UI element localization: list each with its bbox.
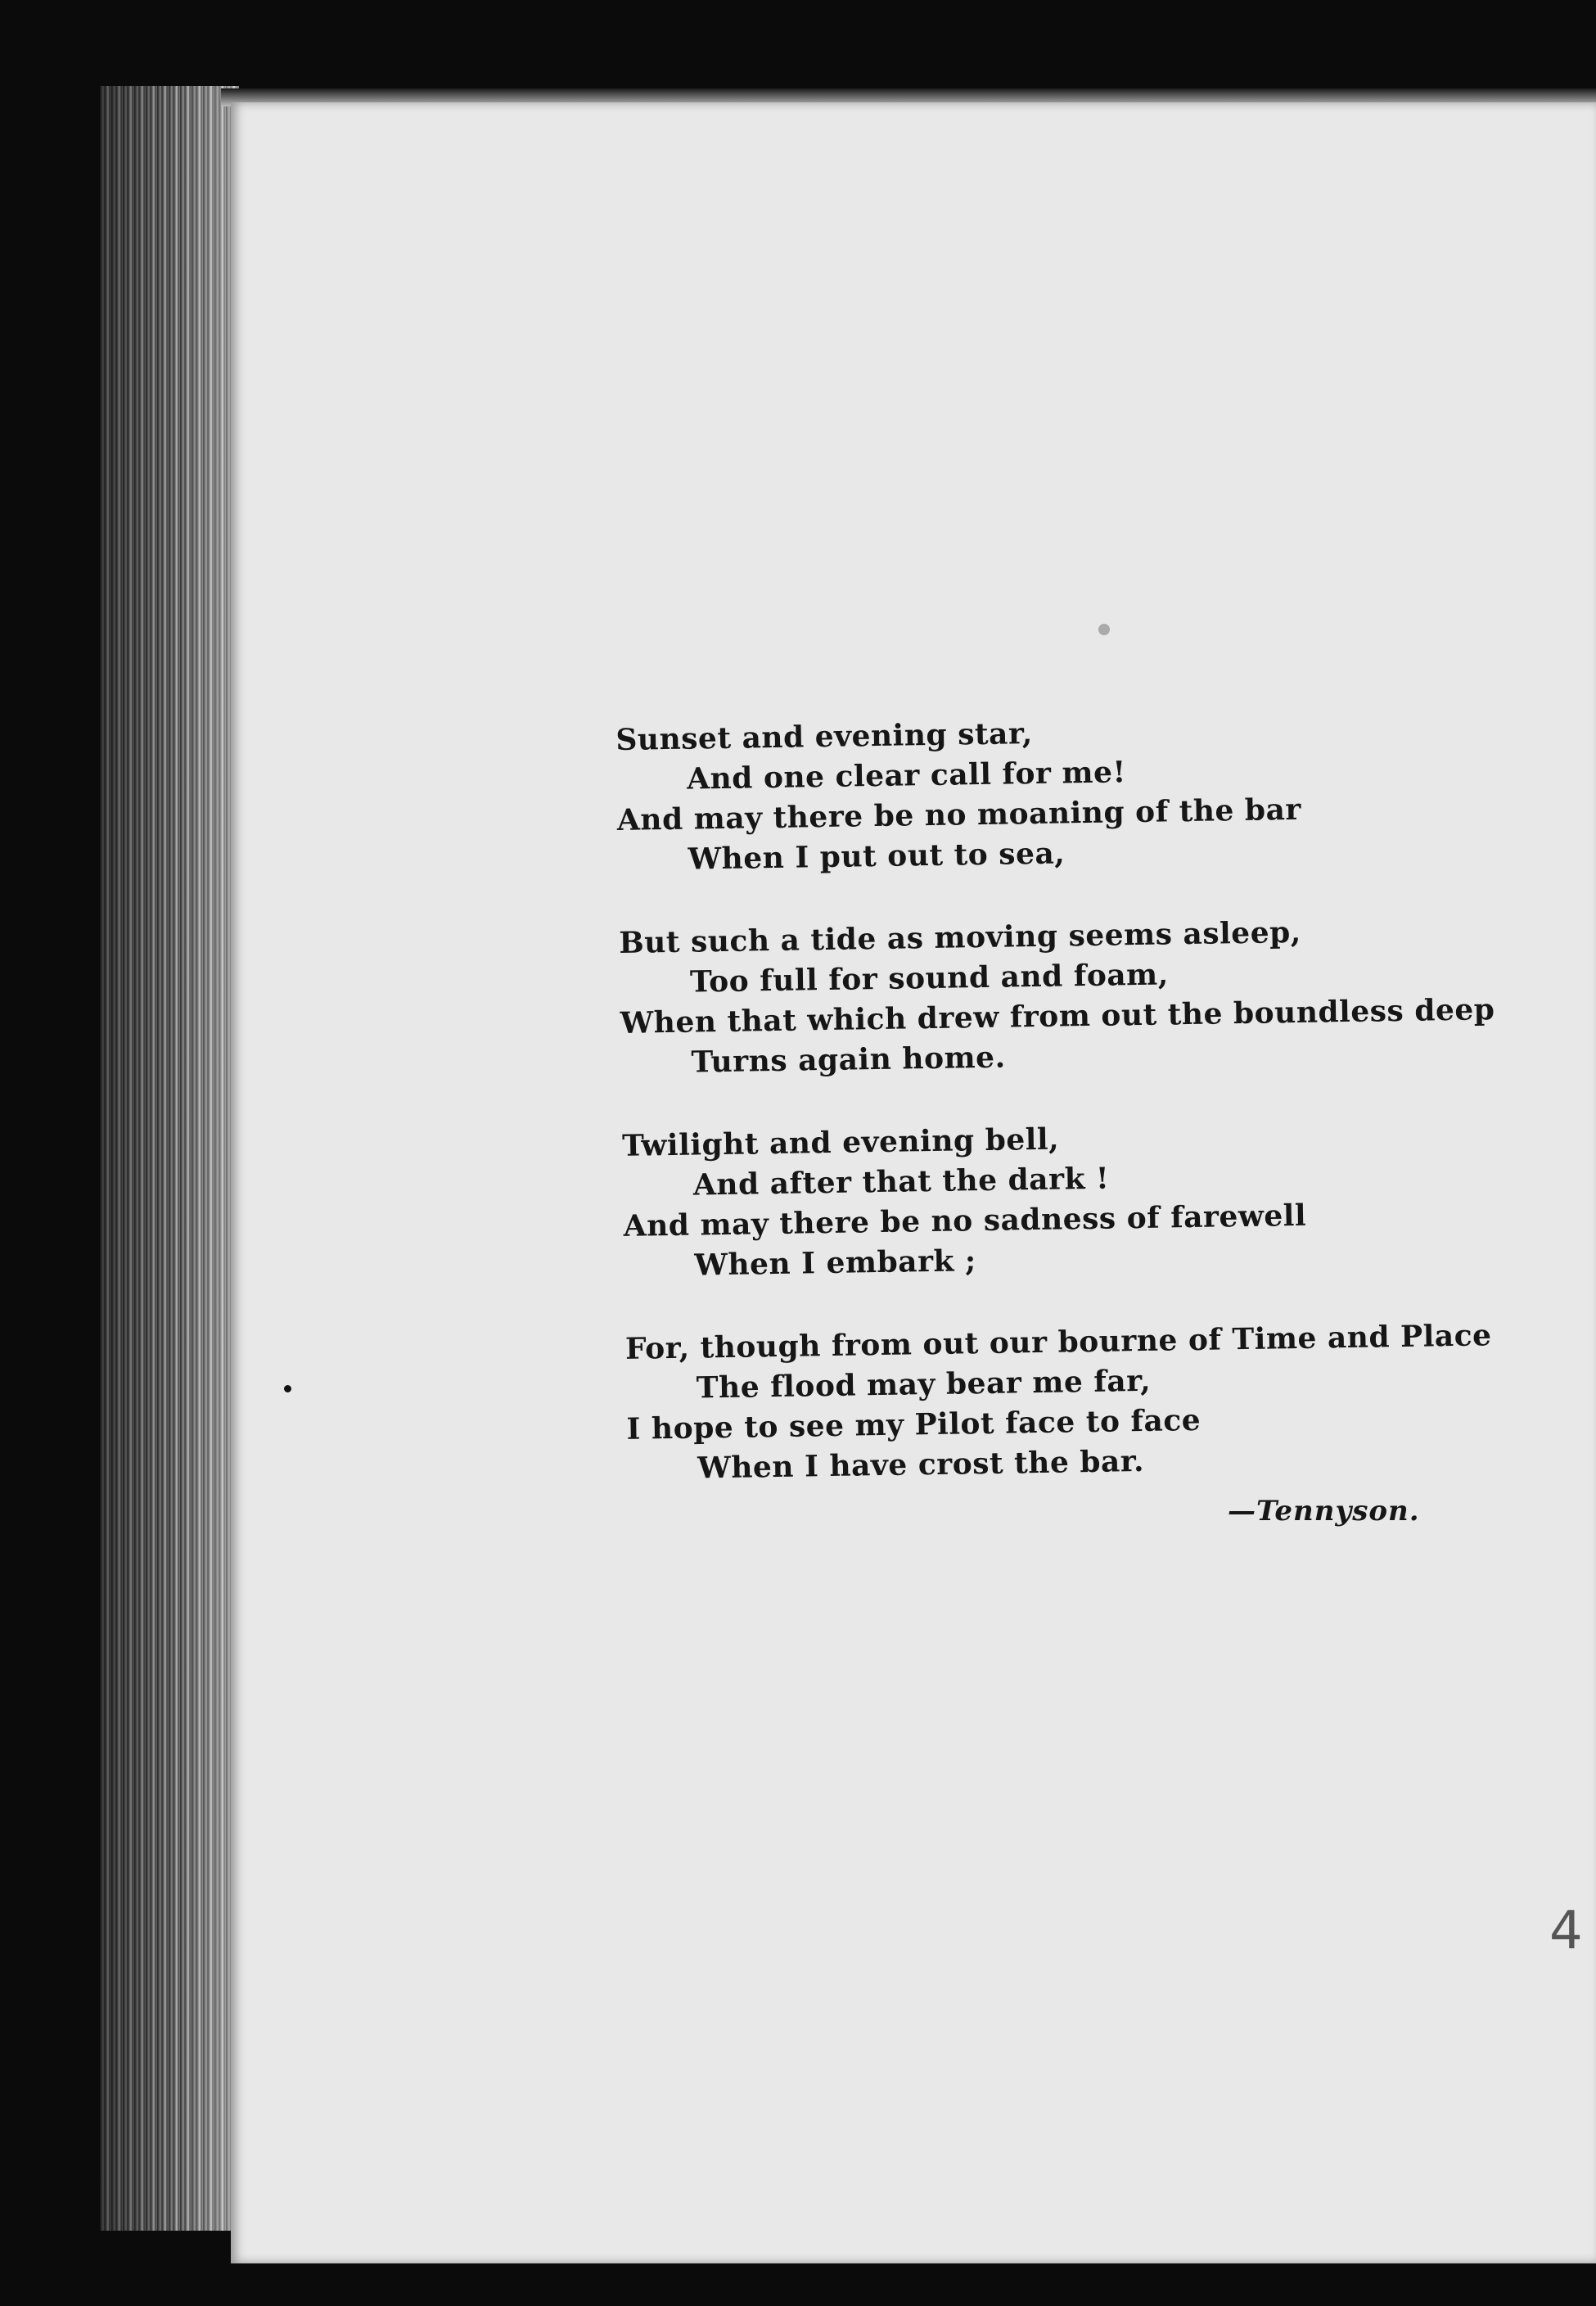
stanza <box>615 706 1535 881</box>
poem-line: And may there be no moaning of the bar <box>616 792 1302 837</box>
poem-line: And one clear call for me! <box>686 755 1127 796</box>
poem-line: When I put out to sea, <box>688 836 1066 877</box>
poem-line: When I embark ; <box>694 1243 977 1283</box>
stanza <box>619 909 1538 1084</box>
poem-line: And after that the dark ! <box>692 1161 1110 1203</box>
paper-speck <box>1098 624 1110 635</box>
poem-line: Twilight and evening bell, <box>621 1121 1060 1163</box>
poem-line: When that which drew from out the boundless deep <box>620 992 1495 1040</box>
poem-text <box>615 706 1544 1532</box>
handwritten-folio-mark: 4 <box>1549 1901 1583 1961</box>
ink-dot <box>284 1385 291 1392</box>
poem-line: Too full for sound and foam, <box>689 957 1170 1000</box>
book-page-edges <box>100 86 239 2231</box>
poem-line: And may there be no sadness of farewell <box>623 1198 1307 1243</box>
stanza <box>625 1315 1544 1490</box>
stanza <box>622 1112 1541 1287</box>
poem-attribution: —Tennyson. <box>1228 1495 1420 1528</box>
poem-line: Turns again home. <box>691 1040 1006 1080</box>
poem-line: When I have crost the bar. <box>697 1443 1145 1486</box>
poem-line: Sunset and evening star, <box>615 715 1034 757</box>
poem-line: But such a tide as moving seems asleep, <box>618 914 1302 960</box>
poem-line: The flood may bear me far, <box>696 1363 1152 1406</box>
poem-line: For, though from out our bourne of Time and Place <box>624 1318 1492 1366</box>
poem-line: I hope to see my Pilot face to face <box>626 1402 1202 1446</box>
